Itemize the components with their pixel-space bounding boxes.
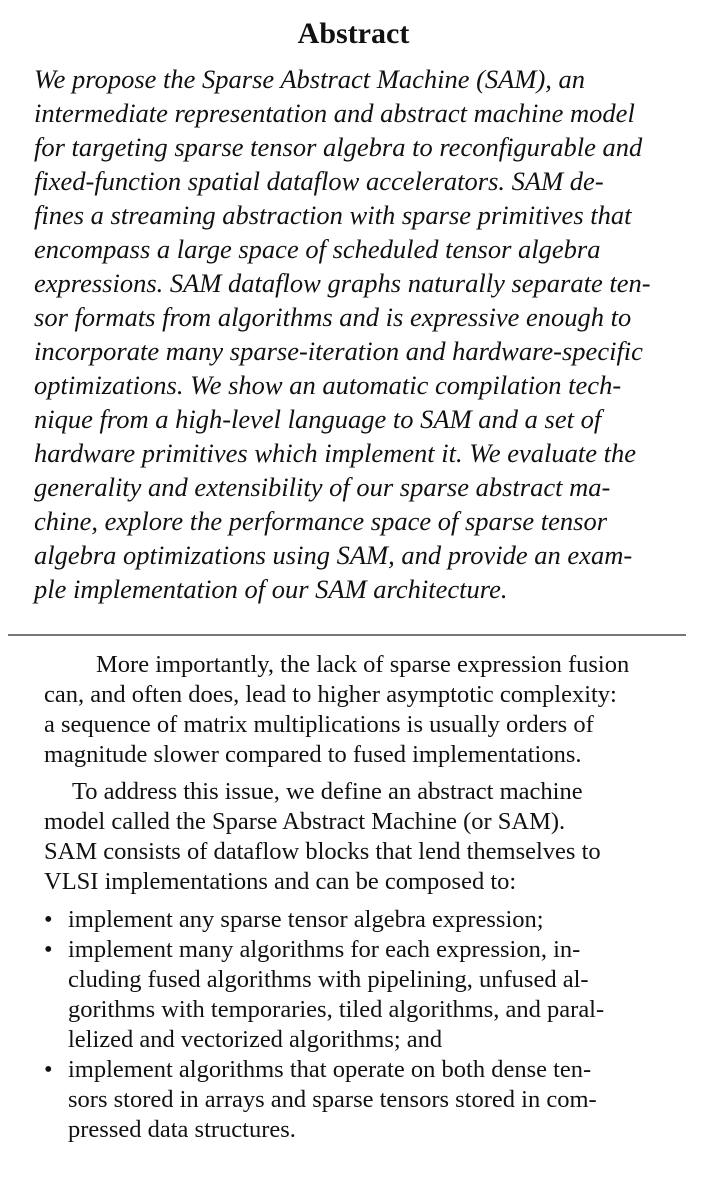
abstract-line: chine, explore the performance space of sparse tensor xyxy=(34,506,608,536)
abstract-line: fixed-function spatial dataflow accelerators. SAM de- xyxy=(34,166,604,196)
paragraph-line: More importantly, the lack of sparse expression fusion xyxy=(96,651,630,678)
abstract-line: optimizations. We show an automatic compilation tech- xyxy=(34,370,622,400)
abstract-line: expressions. SAM dataflow graphs naturally separate ten- xyxy=(34,268,651,298)
paragraph-line: a sequence of matrix multiplications is usually orders of xyxy=(44,711,594,738)
abstract-line: algebra optimizations using SAM, and provide an exam- xyxy=(34,540,633,570)
bullet-marker: • xyxy=(44,1056,53,1083)
bullet-line: lelized and vectorized algorithms; and xyxy=(68,1026,443,1053)
abstract-line: hardware primitives which implement it. We evaluate the xyxy=(34,438,637,468)
abstract-line: nique from a high-level language to SAM and a set of xyxy=(34,404,602,434)
abstract-line: encompass a large space of scheduled tensor algebra xyxy=(34,234,601,264)
paragraph-line: VLSI implementations and can be composed to: xyxy=(44,868,517,895)
paragraph-line: model called the Sparse Abstract Machine (or SAM). xyxy=(44,808,566,835)
paragraph-line: can, and often does, lead to higher asymptotic complexity: xyxy=(44,681,617,708)
abstract-line: We propose the Sparse Abstract Machine (SAM), an xyxy=(34,64,586,94)
abstract-line: for targeting sparse tensor algebra to reconfigurable and xyxy=(34,132,643,162)
bullet-line: gorithms with temporaries, tiled algorithms, and paral- xyxy=(68,996,605,1023)
paragraph-line: To address this issue, we define an abstract machine xyxy=(72,778,583,805)
bullet-line: implement many algorithms for each expression, in- xyxy=(68,936,581,963)
bullet-line: sors stored in arrays and sparse tensors stored in com- xyxy=(68,1086,597,1113)
bullet-marker: • xyxy=(44,906,53,933)
bullet-line: implement any sparse tensor algebra expression; xyxy=(68,906,544,933)
abstract-line: intermediate representation and abstract machine model xyxy=(34,98,635,128)
abstract-line: incorporate many sparse-iteration and hardware-specific xyxy=(34,336,643,366)
bullet-line: pressed data structures. xyxy=(68,1116,296,1143)
bullet-line: cluding fused algorithms with pipelining, unfused al- xyxy=(68,966,589,993)
paragraph-line: SAM consists of dataflow blocks that lend themselves to xyxy=(44,838,601,865)
paragraph-line: magnitude slower compared to fused implementations. xyxy=(44,741,582,768)
abstract-heading: Abstract xyxy=(297,17,410,50)
bullet-marker: • xyxy=(44,936,53,963)
abstract-line: sor formats from algorithms and is expressive enough to xyxy=(34,302,632,332)
abstract-line: ple implementation of our SAM architecture. xyxy=(34,574,508,604)
section-divider xyxy=(8,634,686,636)
abstract-line: generality and extensibility of our sparse abstract ma- xyxy=(34,472,611,502)
bullet-line: implement algorithms that operate on both dense ten- xyxy=(68,1056,592,1083)
abstract-line: fines a streaming abstraction with sparse primitives that xyxy=(34,200,632,230)
